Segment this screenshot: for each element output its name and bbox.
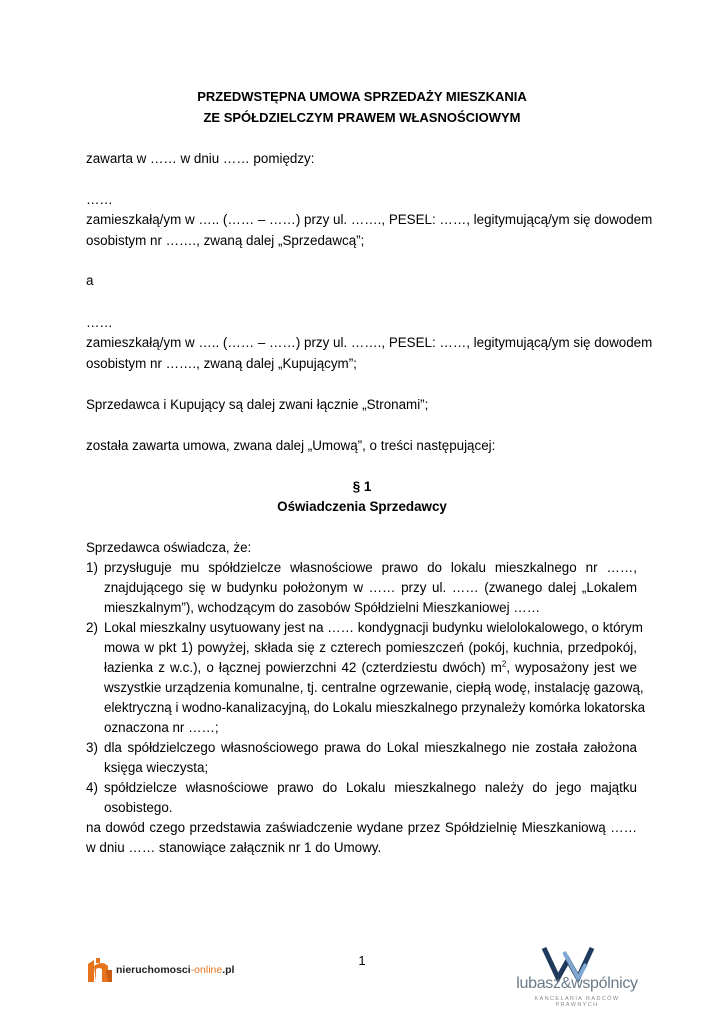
- logo-brand-text: lubasz&wspólnicy: [516, 975, 638, 992]
- intro-text: zawarta w …… w dniu …… pomiędzy:: [86, 151, 315, 166]
- list-item-2-line-4: wszystkie urządzenia komunalne, tj. centralne ogrzewanie, ciepłą wodę, instalację gazową,: [104, 680, 644, 695]
- list-item-number: 1): [86, 560, 98, 575]
- agreement-concluded: została zawarta umowa, zwana dalej „Umową”, o treści następującej:: [86, 438, 496, 453]
- list-item-2-line-1: Lokal mieszkalny usytuowany jest na …… kondygnacji budynku wielolokalowego, o którym: [104, 620, 643, 635]
- section-1-number: § 1: [352, 479, 372, 494]
- list-item-1-line-3: mieszkalnym”), wchodzącym do zasobów Spółdzielni Mieszkaniowej ……: [104, 600, 541, 615]
- party1-name: ……: [86, 192, 113, 207]
- nieruchomosci-online-logo[interactable]: [86, 956, 234, 984]
- party2-name: ……: [86, 315, 113, 330]
- list-item-1-line-1: przysługuje mu spółdzielcze własnościowe prawo do lokalu mieszkalnego nr ……,: [104, 560, 637, 575]
- list-item-number: 2): [86, 620, 98, 635]
- parties-definition: Sprzedawca i Kupujący są dalej zwani łącznie „Stronami”;: [86, 397, 429, 412]
- proof-line-1: na dowód czego przedstawia zaświadczenie wydane przez Spółdzielnię Mieszkaniową ……: [86, 820, 637, 835]
- list-item-number: 4): [86, 780, 98, 795]
- list-item-4-line-2: osobistego.: [104, 800, 173, 815]
- list-item-2-line-5: elektryczną i wodno-kanalizacyjną, do Lokalu mieszkalnego przynależy komórka lokatorska: [104, 700, 646, 715]
- list-item-2-line-3: [104, 657, 637, 678]
- list-item-2-line-2: mowa w pkt 1) powyżej, składa się z czterech pomieszczeń (pokój, kuchnia, przedpokój,: [104, 640, 637, 655]
- logo-text-suffix: -online: [190, 964, 223, 976]
- and-separator: a: [86, 273, 94, 288]
- area-superscript: 2: [501, 659, 507, 669]
- lubasz-wspolnicy-logo[interactable]: [512, 944, 642, 1008]
- list-item-2-line-6: oznaczona nr ……;: [104, 720, 219, 735]
- party2-address-line: zamieszkałą/ym w ….. (…… – ……) przy ul. ……., PESEL: ……, legitymującą/ym się dowodem: [86, 335, 653, 350]
- area-text-end: , wyposażony jest we: [506, 660, 637, 675]
- page-number: 1: [358, 953, 366, 968]
- party1-address-line: zamieszkałą/ym w ….. (…… – ……) przy ul. ……., PESEL: ……, legitymującą/ym się dowodem: [86, 212, 653, 227]
- list-item-number: 3): [86, 740, 98, 755]
- party1-id-line: osobistym nr ……., zwaną dalej „Sprzedawcą”;: [86, 233, 365, 248]
- seller-declares: Sprzedawca oświadcza, że:: [86, 540, 252, 555]
- logo-subtitle: KANCELARIA RADCÓW PRAWNYCH: [534, 996, 620, 1008]
- section-1-title: Oświadczenia Sprzedawcy: [277, 499, 447, 514]
- document-title-line-2: ZE SPÓŁDZIELCZYM PRAWEM WŁASNOŚCIOWYM: [203, 110, 521, 125]
- proof-line-2: w dniu …… stanowiące załącznik nr 1 do Umowy.: [86, 840, 382, 855]
- list-item-3-line-2: księga wieczysta;: [104, 760, 209, 775]
- party2-id-line: osobistym nr ……., zwaną dalej „Kupującym”;: [86, 356, 357, 371]
- list-item-3-line-1: dla spółdzielczego własnościowego prawa do Lokal mieszkalnego nie została założona: [104, 740, 637, 755]
- logo-text: nieruchomosci: [116, 964, 191, 976]
- n-house-logo-icon: [86, 956, 114, 984]
- logo-text-tld: .pl: [222, 964, 235, 976]
- area-text: łazienka z w.c.), o łącznej powierzchni 42 (czterdziestu dwóch) m: [104, 660, 502, 675]
- list-item-4-line-1: spółdzielcze własnościowe prawo do Lokalu mieszkalnego należy do jego majątku: [104, 780, 637, 795]
- list-item-1-line-2: znajdującego się w budynku położonym w …… przy ul. …… (zwanego dalej „Lokalem: [104, 580, 637, 595]
- document-title-line-1: PRZEDWSTĘPNA UMOWA SPRZEDAŻY MIESZKANIA: [197, 89, 527, 104]
